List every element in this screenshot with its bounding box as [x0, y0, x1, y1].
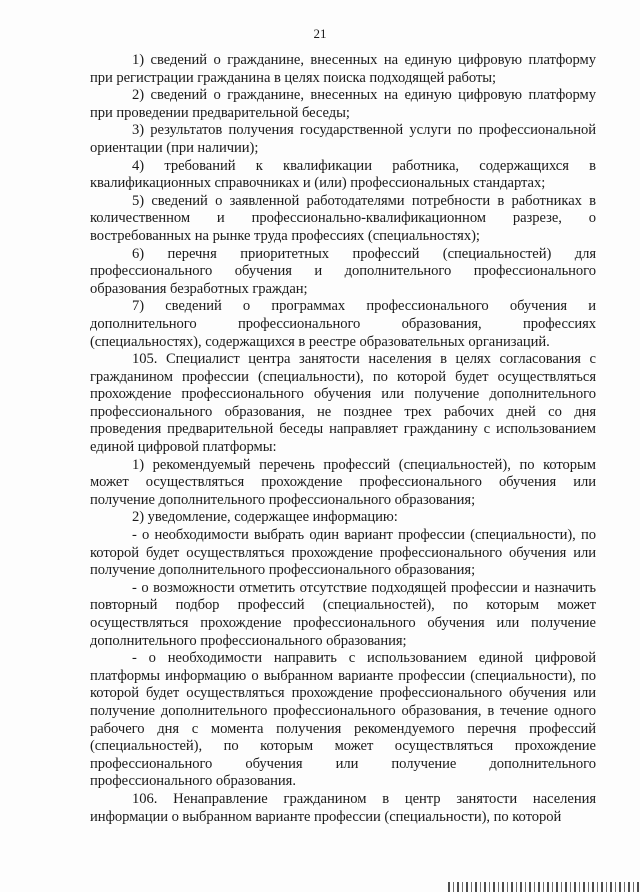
paragraph-item-6: 6) перечня приоритетных профессий (специальностей) для профессионального обучения и дополнительного профессионального образования безработных граждан; — [90, 245, 596, 297]
paragraph-105-item-1: 1) рекомендуемый перечень профессий (специальностей), по которым может осуществляться прохождение профессионального обучения или получение дополнительного профессионального образования; — [90, 456, 596, 508]
paragraph-bullet-2: - о возможности отметить отсутствие подходящей профессии и назначить повторный подбор профессий (специальностей), по которым может осуществляться прохождение профессионального обучения или получение дополнительного профессионального образования; — [90, 579, 596, 649]
paragraph-bullet-1: - о необходимости выбрать один вариант профессии (специальности), по которой будет осуществляться прохождение профессионального обучения или получение дополнительного профессионального образования; — [90, 527, 596, 579]
document-body — [90, 52, 596, 826]
paragraph-item-7: 7) сведений о программах профессионального обучения и дополнительного профессионального образования, профессиях (специальностях), содержащихся в реестре образовательных организаций. — [90, 298, 596, 350]
paragraph-105-item-2: 2) уведомление, содержащее информацию: — [132, 509, 398, 526]
paragraph-item-2: 2) сведений о гражданине, внесенных на единую цифровую платформу при проведении предварительной беседы; — [90, 87, 596, 121]
paragraph-section-106: 106. Ненаправление гражданином в центр занятости населения информации о выбранном варианте профессии (специальности), по которой — [90, 790, 596, 825]
scan-artifact — [448, 882, 640, 892]
paragraph-item-4: 4) требований к квалификации работника, содержащихся в квалификационных справочниках и (или) профессиональных стандартах; — [90, 157, 596, 192]
paragraph-item-3: 3) результатов получения государственной услуги по профессиональной ориентации (при наличии); — [90, 122, 596, 156]
paragraph-item-5: 5) сведений о заявленной работодателями потребности в работниках в количественном и профессионально-квалификационном разрезе, о востребованных на рынке труда профессиях (специальностях); — [90, 192, 596, 244]
paragraph-item-1: 1) сведений о гражданине, внесенных на единую цифровую платформу при регистрации гражданина в целях поиска подходящей работы; — [90, 52, 596, 86]
paragraph-section-105: 105. Специалист центра занятости населения в целях согласования с гражданином профессии (специальности), по которой будет осуществляться прохождение профессионального обучения или получение дополнительного профессионального образования, не позднее трех рабочих дней со дня проведения предварительной беседы направляет гражданину с использованием единой цифровой платформы: — [90, 351, 596, 456]
paragraph-bullet-3: - о необходимости направить с использованием единой цифровой платформы информацию о выбранном варианте профессии (специальности), по которой будет осуществляться прохождение профессионального обучения или получение дополнительного профессионального образования, в течение одного рабочего дня с момента получения рекомендуемого перечня профессий (специальностей), по которым может осуществляться прохождение профессионального обучения или получение дополнительного профессионального образования. — [90, 650, 596, 790]
page-number: 21 — [313, 26, 327, 41]
